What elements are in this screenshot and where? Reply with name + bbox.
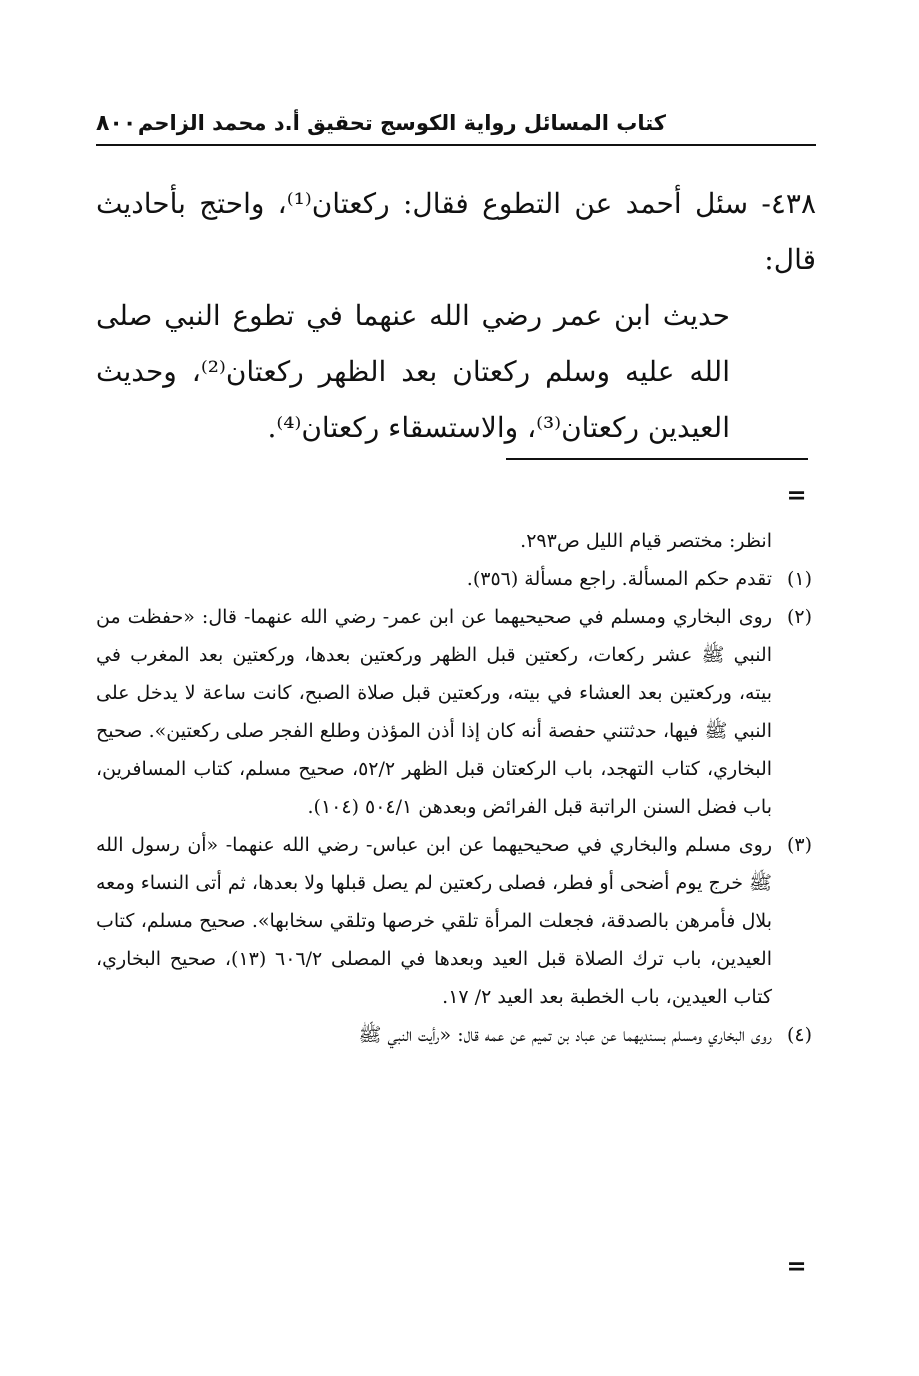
footnote-continued-text: انظر: مختصر قيام الليل ص٢٩٣. [520, 530, 772, 552]
paragraph-first-line [96, 176, 816, 288]
footnote-number: (٢) [786, 606, 812, 628]
page-number: ٨٠٠ [96, 110, 137, 136]
footnote-number: (٣) [786, 834, 812, 856]
footnote-text: روى البخاري ومسلم في صحيحيهما عن ابن عمر- رضي الله عنهما- قال: «حفظت من النبي ﷺ عشر ركعات، ركعتين قبل الظهر وركعتين بعدها، وركعتين بعد المغرب في بيته، وركعتين بعد العشاء في بيته، وركعتين قبل صلاة الصبح، كانت ساعة لا يدخل على النبي ﷺ فيها، حدثتني حفصة أنه كان إذا أذن المؤذن وطلع الفجر صلى ركعتين». صحيح البخاري، كتاب التهجد، باب الركعتان قبل الظهر ٥٢/٢، صحيح مسلم، كتاب المسافرين، باب فضل السنن الراتبة قبل الفرائض وبعدهن ٥٠٤/١ (١٠٤). [96, 606, 773, 818]
continuation-mark-bottom: = [786, 1251, 806, 1280]
issue-number: ٤٣٨- [761, 187, 816, 220]
footnote-number: (١) [786, 568, 812, 590]
paragraph-first-text: سئل أحمد عن التطوع فقال: ركعتان⁽¹⁾، واحتج بأحاديث قال: [96, 187, 816, 276]
footnote-1 [96, 560, 812, 598]
footnote-2 [96, 598, 812, 826]
continuation-mark-top: = [786, 480, 806, 509]
footnote-number: (٤) [786, 1024, 812, 1046]
footnote-text: تقدم حكم المسألة. راجع مسألة (٣٥٦). [466, 568, 772, 590]
footnote-4 [96, 1016, 812, 1054]
footnote-3 [96, 826, 812, 1016]
book-title: كتاب المسائل رواية الكوسج تحقيق أ.د محمد الزاحم [137, 111, 666, 135]
footnote-text: روى مسلم والبخاري في صحيحيهما عن ابن عباس- رضي الله عنهما- «أن رسول الله ﷺ خرج يوم أضحى أو فطر، فصلى ركعتين لم يصل قبلها ولا بعدها، ثم أتى النساء ومعه بلال فأمرهن بالصدقة، فجعلت المرأة تلقي خرصها وتلقي سخابها». صحيح مسلم، كتاب العيدين، باب ترك الصلاة قبل العيد وبعدها في المصلى ٦٠٦/٢ (١٣)، صحيح البخاري، كتاب العيدين، باب الخطبة بعد العيد ٢/ ١٧. [96, 834, 773, 1008]
paragraph-rest-text: حديث ابن عمر رضي الله عنهما في تطوع النبي صلى الله عليه وسلم ركعتان بعد الظهر ركعتان⁽²⁾، وحديث العيدين ركعتان⁽³⁾، والاستسقاء ركعتان⁽⁴⁾. [96, 299, 730, 444]
main-paragraph [96, 176, 816, 456]
header-divider [96, 144, 816, 146]
footnote-text: روى البخاري ومسلم بسنديهما عن عباد بن تميم عن عمه قال: «رأيت النبي ﷺ [358, 1024, 772, 1046]
running-header [96, 104, 816, 142]
footnote-divider [506, 458, 808, 460]
footnotes-section [96, 522, 812, 1054]
